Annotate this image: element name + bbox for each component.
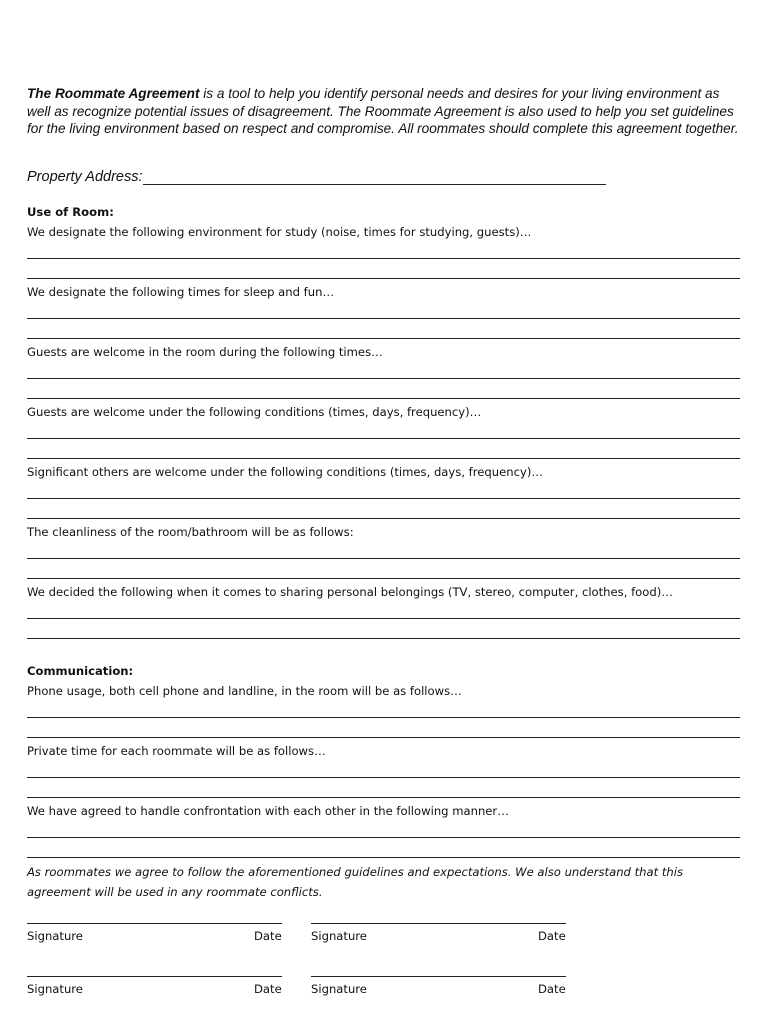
answer-line[interactable] [27,837,740,838]
answer-line[interactable] [27,518,740,519]
signature-line[interactable] [27,976,282,977]
date-label: Date [254,929,282,943]
significant-others-question: Significant others are welcome under the following conditions (times, days, frequency)… [27,465,543,479]
intro-paragraph [27,85,743,138]
use-of-room-heading: Use of Room: [27,205,114,219]
answer-line[interactable] [27,857,740,858]
communication-heading: Communication: [27,664,134,678]
closing-statement: As roommates we agree to follow the aforementioned guidelines and expectations. We also understand that this agreement will be used in any roommate conflicts. [27,865,683,899]
answer-line[interactable] [27,458,740,459]
answer-line[interactable] [27,797,740,798]
phone-usage-question: Phone usage, both cell phone and landline, in the room will be as follows… [27,684,462,698]
answer-line[interactable] [27,258,740,259]
signature-label: Signature [311,982,367,996]
sharing-belongings-question: We decided the following when it comes to sharing personal belongings (TV, stereo, computer, clothes, food)… [27,585,673,599]
guest-times-question: Guests are welcome in the room during the following times… [27,345,383,359]
answer-line[interactable] [27,338,740,339]
date-label: Date [538,982,566,996]
guest-conditions-question: Guests are welcome under the following conditions (times, days, frequency)… [27,405,482,419]
signature-label: Signature [27,982,83,996]
intro-text: is a tool to help you identify personal needs and desires for your living environment as well as recognize potential issues of disagreement. The Roommate Agreement is also used to help you set guidelines for the living environment based on respect and compromise. All roommates should complete this agreement together. [27,86,739,136]
answer-line[interactable] [27,498,740,499]
answer-line[interactable] [27,618,740,619]
signature-label: Signature [27,929,83,943]
signature-line[interactable] [311,976,566,977]
answer-line[interactable] [27,777,740,778]
signature-line[interactable] [27,923,282,924]
property-address-label: Property Address: [27,169,143,185]
answer-line[interactable] [27,378,740,379]
sleep-fun-question: We designate the following times for sleep and fun… [27,285,335,299]
answer-line[interactable] [27,438,740,439]
signature-line[interactable] [311,923,566,924]
private-time-question: Private time for each roommate will be as follows… [27,744,326,758]
answer-line[interactable] [27,558,740,559]
property-address-field[interactable] [143,184,606,185]
confrontation-question: We have agreed to handle confrontation with each other in the following manner… [27,804,509,818]
answer-line[interactable] [27,318,740,319]
answer-line[interactable] [27,638,740,639]
study-environment-question: We designate the following environment for study (noise, times for studying, guests)… [27,225,532,239]
cleanliness-question: The cleanliness of the room/bathroom will be as follows: [27,525,354,539]
date-label: Date [538,929,566,943]
agreement-title: The Roommate Agreement [27,86,200,101]
signature-label: Signature [311,929,367,943]
date-label: Date [254,982,282,996]
answer-line[interactable] [27,737,740,738]
answer-line[interactable] [27,578,740,579]
answer-line[interactable] [27,717,740,718]
answer-line[interactable] [27,278,740,279]
answer-line[interactable] [27,398,740,399]
